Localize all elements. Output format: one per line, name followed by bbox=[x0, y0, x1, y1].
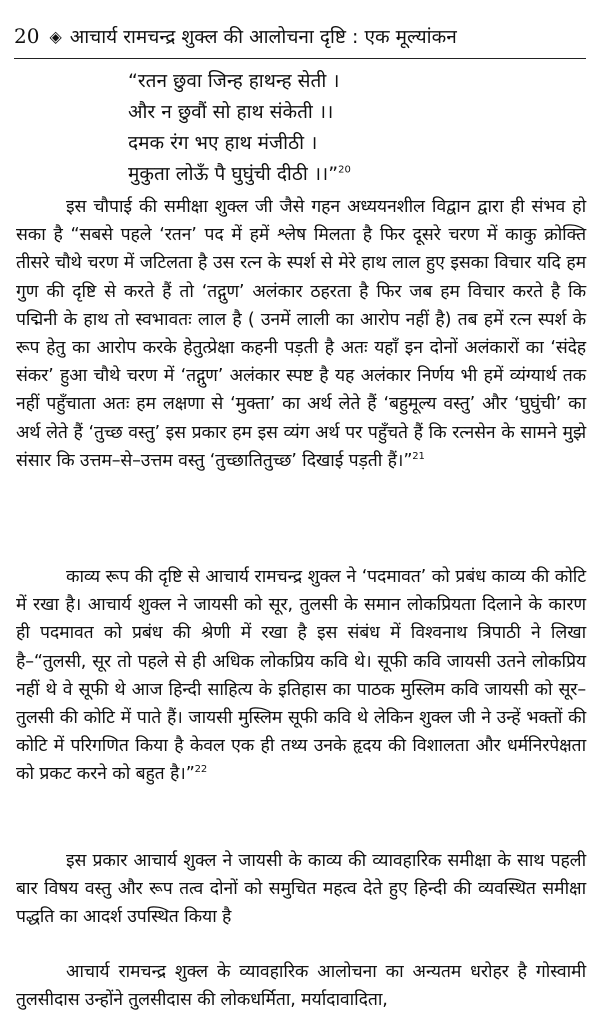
running-title: आचार्य रामचन्द्र शुक्ल की आलोचना दृष्टि : एक मूल्यांकन bbox=[69, 26, 457, 48]
verse-line: “रतन छुवा जिन्ह हाथन्ह सेती । bbox=[128, 70, 340, 92]
verse-line: दमक रंग भए हाथ मंजीठी । bbox=[128, 132, 318, 154]
running-header bbox=[14, 18, 584, 54]
paragraph bbox=[16, 193, 586, 475]
page-number: 20 bbox=[14, 24, 40, 48]
paragraph-text: काव्य रूप की दृष्टि से आचार्य रामचन्द्र शुक्ल ने ‘पदमावत’ को प्रबंध काव्य की कोटि में रखा है। आचार्य शुक्ल ने जायसी को सूर, तुलसी के समान लोकप्रियता दिलाने के कारण ही पदमावत को प्रबंध की श्रेणी में रखा है इस संबंध में विश्वनाथ त्रिपाठी ने लिखा है–“तुलसी, सूर तो पहले से ही अधिक लोकप्रिय कवि थे। सूफी कवि जायसी उतने लोकप्रिय नहीं थे वे सूफी थे आज हिन्दी साहित्य के इतिहास का पाठक मुस्लिम कवि जायसी को सूर–तुलसी की कोटि में पाते हैं। जायसी मुस्लिम सूफी कवि थे लेकिन शुक्ल जी ने उन्हें भक्तों की कोटि में परिगणित किया है केवल एक ही तथ्य उनके हृदय की विशालता और धर्मनिरपेक्षता को प्रकट करने को बहुत है।” bbox=[16, 567, 586, 785]
header-rule bbox=[14, 58, 586, 59]
verse-line-text: मुकुता लोऊँ पै घुघुंची दीठी ।।” bbox=[128, 163, 339, 185]
paragraph-text: इस प्रकार आचार्य शुक्ल ने जायसी के काव्य की व्यावहारिक समीक्षा के साथ पहली बार विषय वस्तु और रूप तत्व दोनों को समुचित महत्व देते हुए हिन्दी की व्यवस्थित समीक्षा पद्धति का आदर्श उपस्थित किया है bbox=[16, 851, 586, 928]
paragraph bbox=[16, 958, 586, 1014]
paragraph-text: आचार्य रामचन्द्र शुक्ल के व्यावहारिक आलोचना का अन्यतम धरोहर है गोस्वामी तुलसीदास उन्होंने तुलसीदास की लोकधर्मिता, मर्यादावादिता, bbox=[16, 962, 586, 1011]
paragraph bbox=[16, 847, 586, 932]
footnote-ref: 20 bbox=[338, 164, 351, 176]
quoted-verse bbox=[128, 66, 568, 190]
paragraph bbox=[16, 563, 586, 789]
verse-line bbox=[128, 159, 568, 190]
diamond-ornament-icon: ◈ bbox=[49, 26, 62, 46]
footnote-ref: 22 bbox=[194, 764, 208, 776]
paragraph-text: इस चौपाई की समीक्षा शुक्ल जी जैसे गहन अध्ययनशील विद्वान द्वारा ही संभव हो सका है “सबसे पहले ‘रतन’ पद में हमें श्लेष मिलता है फिर दूसरे चरण में काकु क्रोक्ति तीसरे चौथे चरण में जटिलता है उस रत्न के स्पर्श से मेरे हाथ लाल हुए इसका विचार यदि हम गुण की दृष्टि से करते हैं तो ‘तद्गुण’ अलंकार ठहरता है फिर जब हम विचार करते है कि पद्मिनी के हाथ तो स्वभावतः लाल है ( उनमें लाली का आरोप नहीं है) तब हमें रत्न स्पर्श के रूप हेतु का आरोप करके हेतुत्प्रेक्षा कहनी पड़ती है अतः यहाँ इन दोनों अलंकारों का ‘संदेह संकर’ हुआ चौथे चरण में ‘तद्गुण’ अलंकार स्पष्ट है यह अलंकार निर्णय भी हमें व्यंग्यार्थ तक नहीं पहुँचाता अतः हम लक्षणा से ‘मुक्ता’ का अर्थ लेते हैं ‘बहुमूल्य वस्तु’ और ‘घुघुंची’ का अर्थ लेते हैं ‘तुच्छ वस्तु’ इस प्रकार हम इस व्यंग अर्थ पर पहुँचते हैं कि रत्नसेन के सामने मुझे संसार कि उत्तम–से–उत्तम वस्तु ‘तुच्छातितुच्छ’ दिखाई पड़ती हैं।” bbox=[16, 197, 586, 471]
verse-line: और न छुवौं सो हाथ संकेती ।। bbox=[128, 101, 334, 123]
footnote-ref: 21 bbox=[412, 450, 425, 462]
